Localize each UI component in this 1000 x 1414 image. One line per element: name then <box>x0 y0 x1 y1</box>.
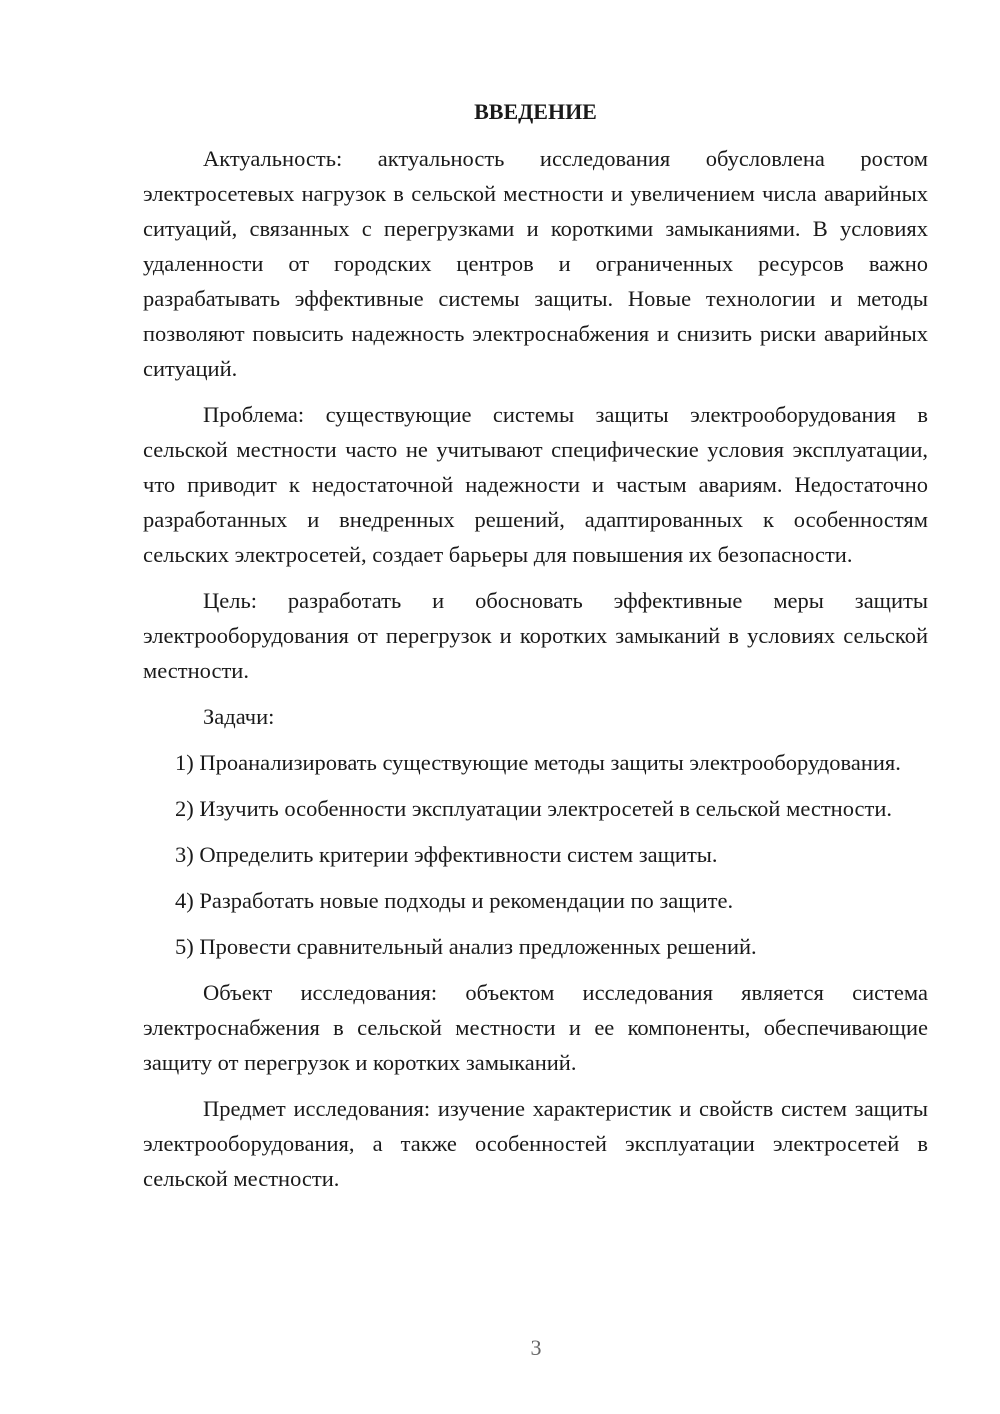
paragraph-subject: Предмет исследования: изучение характеристик и свойств систем защиты электрооборудования, а также особенностей эксплуатации электросетей в сельской местности. <box>143 1096 928 1191</box>
task-item-4: 4) Разработать новые подходы и рекомендации по защите. <box>175 888 734 913</box>
paragraph-goal: Цель: разработать и обосновать эффективные меры защиты электрооборудования от перегрузок и коротких замыканий в условиях сельской местности. <box>143 588 928 683</box>
section-title: ВВЕДЕНИЕ <box>474 99 597 124</box>
paragraph-object: Объект исследования: объектом исследования является система электроснабжения в сельской местности и ее компоненты, обеспечивающие защиту от перегрузок и коротких замыканий. <box>143 980 928 1075</box>
task-item-1: 1) Проанализировать существующие методы защиты электрооборудования. <box>175 750 901 775</box>
tasks-heading: Задачи: <box>203 704 275 729</box>
page-content <box>143 94 928 1207</box>
task-item-5: 5) Провести сравнительный анализ предложенных решений. <box>175 934 757 959</box>
paragraph-relevance: Актуальность: актуальность исследования обусловлена ростом электросетевых нагрузок в сельской местности и увеличением числа аварийных ситуаций, связанных с перегрузками и короткими замыканиями. В условиях удаленности от городских центров и ограниченных ресурсов важно разрабатывать эффективные системы защиты. Новые технологии и методы позволяют повысить надежность электроснабжения и снизить риски аварийных ситуаций. <box>143 146 928 381</box>
paragraph-problem: Проблема: существующие системы защиты электрооборудования в сельской местности часто не учитывают специфические условия эксплуатации, что приводит к недостаточной надежности и частым авариям. Недостаточно разработанных и внедренных решений, адаптированных к особенностям сельских электросетей, создает барьеры для повышения их безопасности. <box>143 402 928 567</box>
page-number: 3 <box>530 1335 542 1360</box>
task-item-3: 3) Определить критерии эффективности систем защиты. <box>175 842 718 867</box>
task-item-2: 2) Изучить особенности эксплуатации электросетей в сельской местности. <box>175 796 893 821</box>
